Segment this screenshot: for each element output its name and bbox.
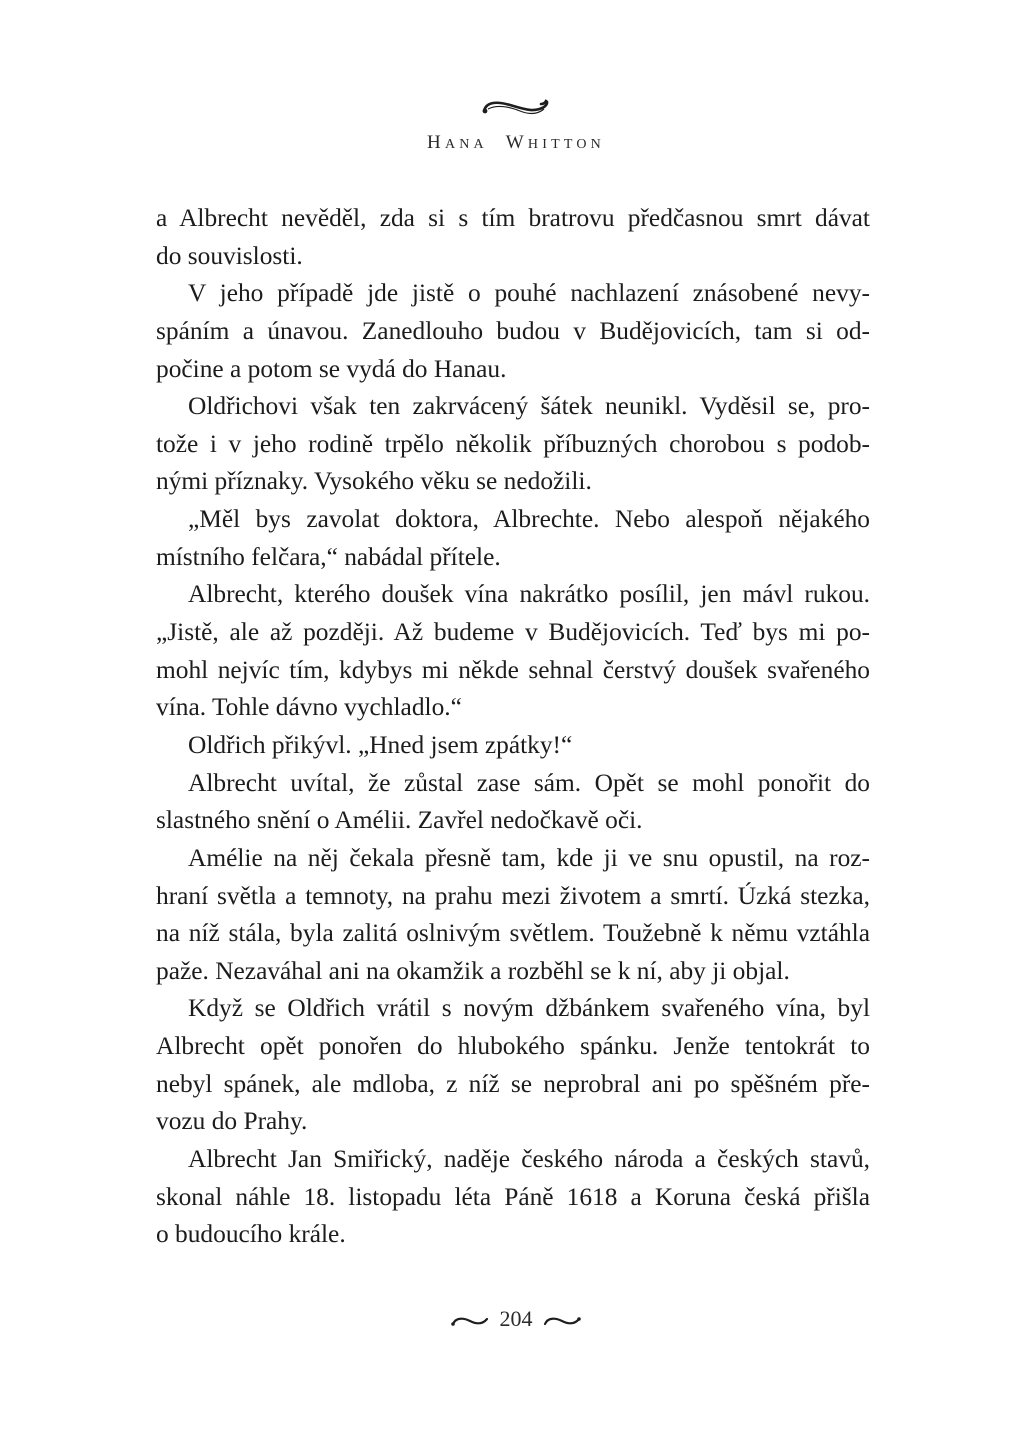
text-line: Oldřich přikývl. „Hned jsem zpátky!“ (188, 730, 573, 759)
text-line: nými příznaky. Vysokého věku se nedožili. (156, 467, 592, 496)
text-line: hraní světla a temnoty, na prahu mezi životem a smrtí. Úzká stezka, (156, 881, 870, 910)
author-last-initial: W (505, 132, 528, 153)
body-text (156, 200, 870, 1254)
text-line: o budoucího krále. (156, 1220, 346, 1249)
text-line: místního felčara,“ nabádal přítele. (156, 542, 501, 571)
text-line: „Jistě, ale až později. Až budeme v Budějovicích. Teď bys mi po- (156, 618, 870, 647)
text-line: a Albrecht nevěděl, zda si s tím bratrovu předčasnou smrt dávat (156, 204, 870, 232)
text-line: Albrecht opět ponořen do hlubokého spánku. Jenže tentokrát to (156, 1032, 870, 1061)
text-line: „Měl bys zavolat doktora, Albrechte. Nebo alespoň nějakého (188, 505, 870, 534)
text-line: skonal náhle 18. listopadu léta Páně 1618 a Koruna česká přišla (156, 1182, 870, 1211)
text-line: do souvislosti. (156, 241, 303, 270)
text-line: V jeho případě jde jistě o pouhé nachlazení znásobené nevy- (188, 279, 870, 308)
text-line: Albrecht, kterého doušek vína nakrátko posílil, jen mávl rukou. (188, 580, 870, 609)
text-line: paže. Nezaváhal ani na okamžik a rozběhl se k ní, aby ji objal. (156, 956, 790, 985)
page-number-footer (0, 1306, 1032, 1332)
text-line: Amélie na něj čekala přesně tam, kde ji ve snu opustil, na roz- (188, 843, 870, 872)
text-line: nebyl spánek, ale mdloba, z níž se neprobral ani po spěšném pře- (156, 1069, 870, 1098)
swash-right-icon (542, 1313, 582, 1329)
text-line: Když se Oldřich vrátil s novým džbánkem svařeného vína, byl (188, 994, 870, 1023)
page-number: 204 (499, 1306, 533, 1331)
text-line: Albrecht uvítal, že zůstal zase sám. Opět se mohl ponořit do (188, 768, 870, 797)
running-head-author (0, 132, 1032, 154)
text-line: mohl nejvíc tím, kdybys mi někde sehnal čerstvý doušek svařeného (156, 655, 870, 684)
text-line: slastného snění o Amélii. Zavřel nedočkavě oči. (156, 806, 643, 835)
text-line: vozu do Prahy. (156, 1107, 308, 1136)
text-line: na níž stála, byla zalitá oslnivým světlem. Toužebně k němu vztáhla (156, 919, 870, 948)
author-first-initial: H (427, 132, 445, 153)
text-line: počine a potom se vydá do Hanau. (156, 354, 507, 383)
text-line: Albrecht Jan Smiřický, naděje českého národa a českých stavů, (188, 1145, 870, 1174)
author-first-rest: ANA (444, 137, 488, 152)
text-line: Oldřichovi však ten zakrvácený šátek neunikl. Vyděsil se, pro- (188, 392, 870, 421)
text-line: spáním a únavou. Zanedlouho budou v Budějovicích, tam si od- (156, 316, 870, 345)
text-line: tože i v jeho rodině trpělo několik příbuzných chorobou s podob- (156, 429, 870, 458)
author-last-rest: HITTON (527, 137, 605, 152)
swash-left-icon (450, 1313, 490, 1329)
text-line: vína. Tohle dávno vychladlo.“ (156, 693, 462, 722)
swash-ornament-icon (480, 96, 552, 118)
